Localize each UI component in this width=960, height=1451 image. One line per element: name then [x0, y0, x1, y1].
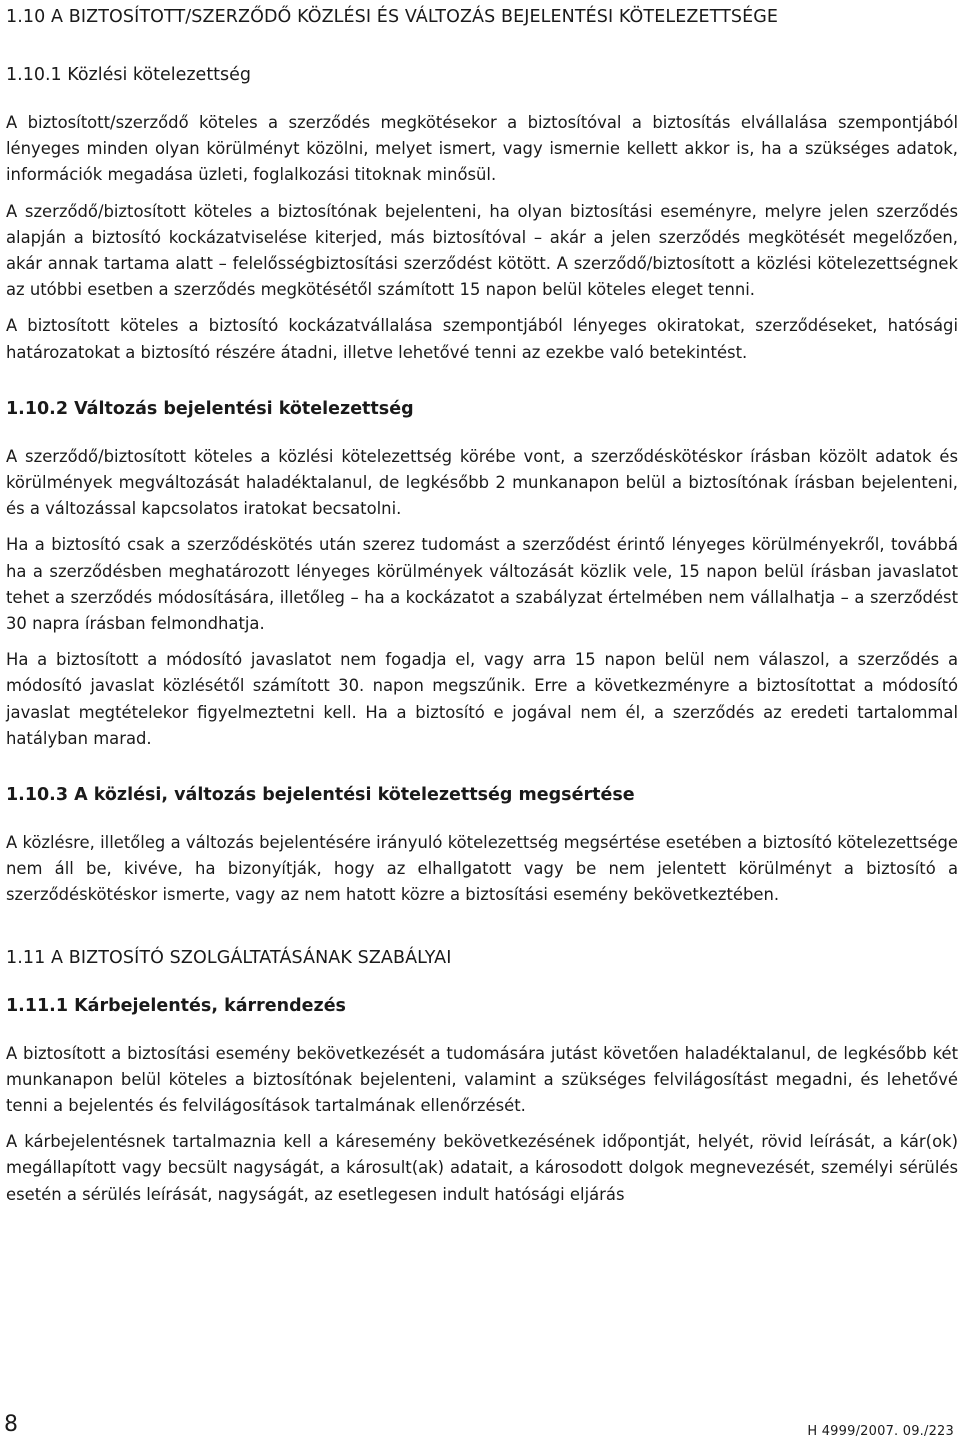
paragraph: A biztosított a biztosítási esemény bekövetkezését a tudomására jutást követően haladéktalanul, de legkésőbb két munkanapon belül köteles a biztosítónak bejelenteni, valamint a szükséges felvilágosítást megadni, és lehetővé tenni a bejelentés és felvilágosítások tartalmának ellenőrzését.: [6, 1043, 958, 1116]
subsection-heading-1-11-1: 1.11.1 Kárbejelentés, kárrendezés: [6, 995, 346, 1016]
paragraph: A közlésre, illetőleg a változás bejelentésére irányuló kötelezettség megsértése esetében a biztosító kötelezettsége nem áll be, kivéve, ha bizonyítják, hogy az elhallgatott vagy be nem jelentett körülményt a biztosító a szerződéskötéskor ismerte, vagy az nem hatott közre a biztosítási esemény bekövetkeztében.: [6, 833, 958, 905]
paragraph: A szerződő/biztosított köteles a biztosítónak bejelenteni, ha olyan biztosítási eseményre, melyre jelen szerződés alapján a biztosító kockázatviselése kiterjed, más biztosítóval – akár a jelen szerződés megkötését megelőzően, akár annak tartama alatt – felelősségbiztosítási szerződést kötött. A szerződő/biztosított a közlési kötelezettségnek az utóbbi esetben a szerződés megkötésétől számított 15 napon belül köteles eleget tenni.: [6, 201, 958, 300]
paragraph: Ha a biztosított a módosító javaslatot nem fogadja el, vagy arra 15 napon belül nem válaszol, a szerződés a módosító javaslat közlésétől számított 30. napon megszűnik. Erre a következményre a biztosítottat a módosító javaslat megtételekor figyelmeztetni kell. Ha a biztosító e jogával nem él, a szerződés az eredeti tartalommal hatályban marad.: [6, 650, 958, 748]
section-heading-1-10: 1.10 A BIZTOSÍTOTT/SZERZŐDŐ KÖZLÉSI ÉS VÁLTOZÁS BEJELENTÉSI KÖTELEZETTSÉGE: [6, 7, 779, 27]
paragraph: Ha a biztosító csak a szerződéskötés után szerez tudomást a szerződést érintő lényeges körülményekről, továbbá ha a szerződésben meghatározott lényeges körülmények változását közlik vele, 15 napon belül írásban javaslatot tehet a szerződés módosítására, illetőleg – ha a kockázatot a szabályzat értelmében nem vállalhatja – a szerződést 30 napra írásban felmondhatja.: [6, 535, 958, 634]
paragraph: A kárbejelentésnek tartalmaznia kell a káresemény bekövetkezésének időpontját, helyét, rövid leírását, a kár(ok) megállapított vagy becsült nagyságát, a károsult(ak) adatait, a károsodott dolgok megnevezését, személyi sérülés esetén a sérülés leírását, nagyságát, az esetlegesen indult hatósági eljárás: [6, 1132, 958, 1204]
subsection-heading-1-10-1: 1.10.1 Közlési kötelezettség: [6, 65, 252, 85]
subsection-heading-1-10-2: 1.10.2 Változás bejelentési kötelezettség: [6, 398, 414, 419]
paragraph: A biztosított köteles a biztosító kockázatvállalása szempontjából lényeges okiratokat, szerződéseket, hatósági határozatokat a biztosító részére átadni, illetve lehetővé tenni az ezekbe való betekintést.: [6, 316, 958, 362]
paragraph: A biztosított/szerződő köteles a szerződés megkötésekor a biztosítóval a biztosítás elvállalása szempontjából lényeges minden olyan körülményt közölni, melyet ismert, vagy ismernie kellett akkor is, ha a szükséges adatok, információk megadása üzleti, foglalkozási titoknak minősül.: [6, 113, 958, 185]
paragraph: A szerződő/biztosított köteles a közlési kötelezettség körébe vont, a szerződéskötéskor írásban közölt adatok és körülmények megváltozását haladéktalanul, de legkésőbb 2 munkanapon belül a biztosítónak írásban bejelenteni, és a változással kapcsolatos iratokat becsatolni.: [6, 446, 958, 519]
section-heading-1-11: 1.11 A BIZTOSÍTÓ SZOLGÁLTATÁSÁNAK SZABÁLYAI: [6, 947, 452, 968]
document-code: H 4999/2007. 09./223: [807, 1424, 954, 1439]
subsection-heading-1-10-3: 1.10.3 A közlési, változás bejelentési kötelezettség megsértése: [6, 785, 635, 806]
page-number: 8: [4, 1412, 18, 1437]
document-body: [6, 4, 958, 1208]
